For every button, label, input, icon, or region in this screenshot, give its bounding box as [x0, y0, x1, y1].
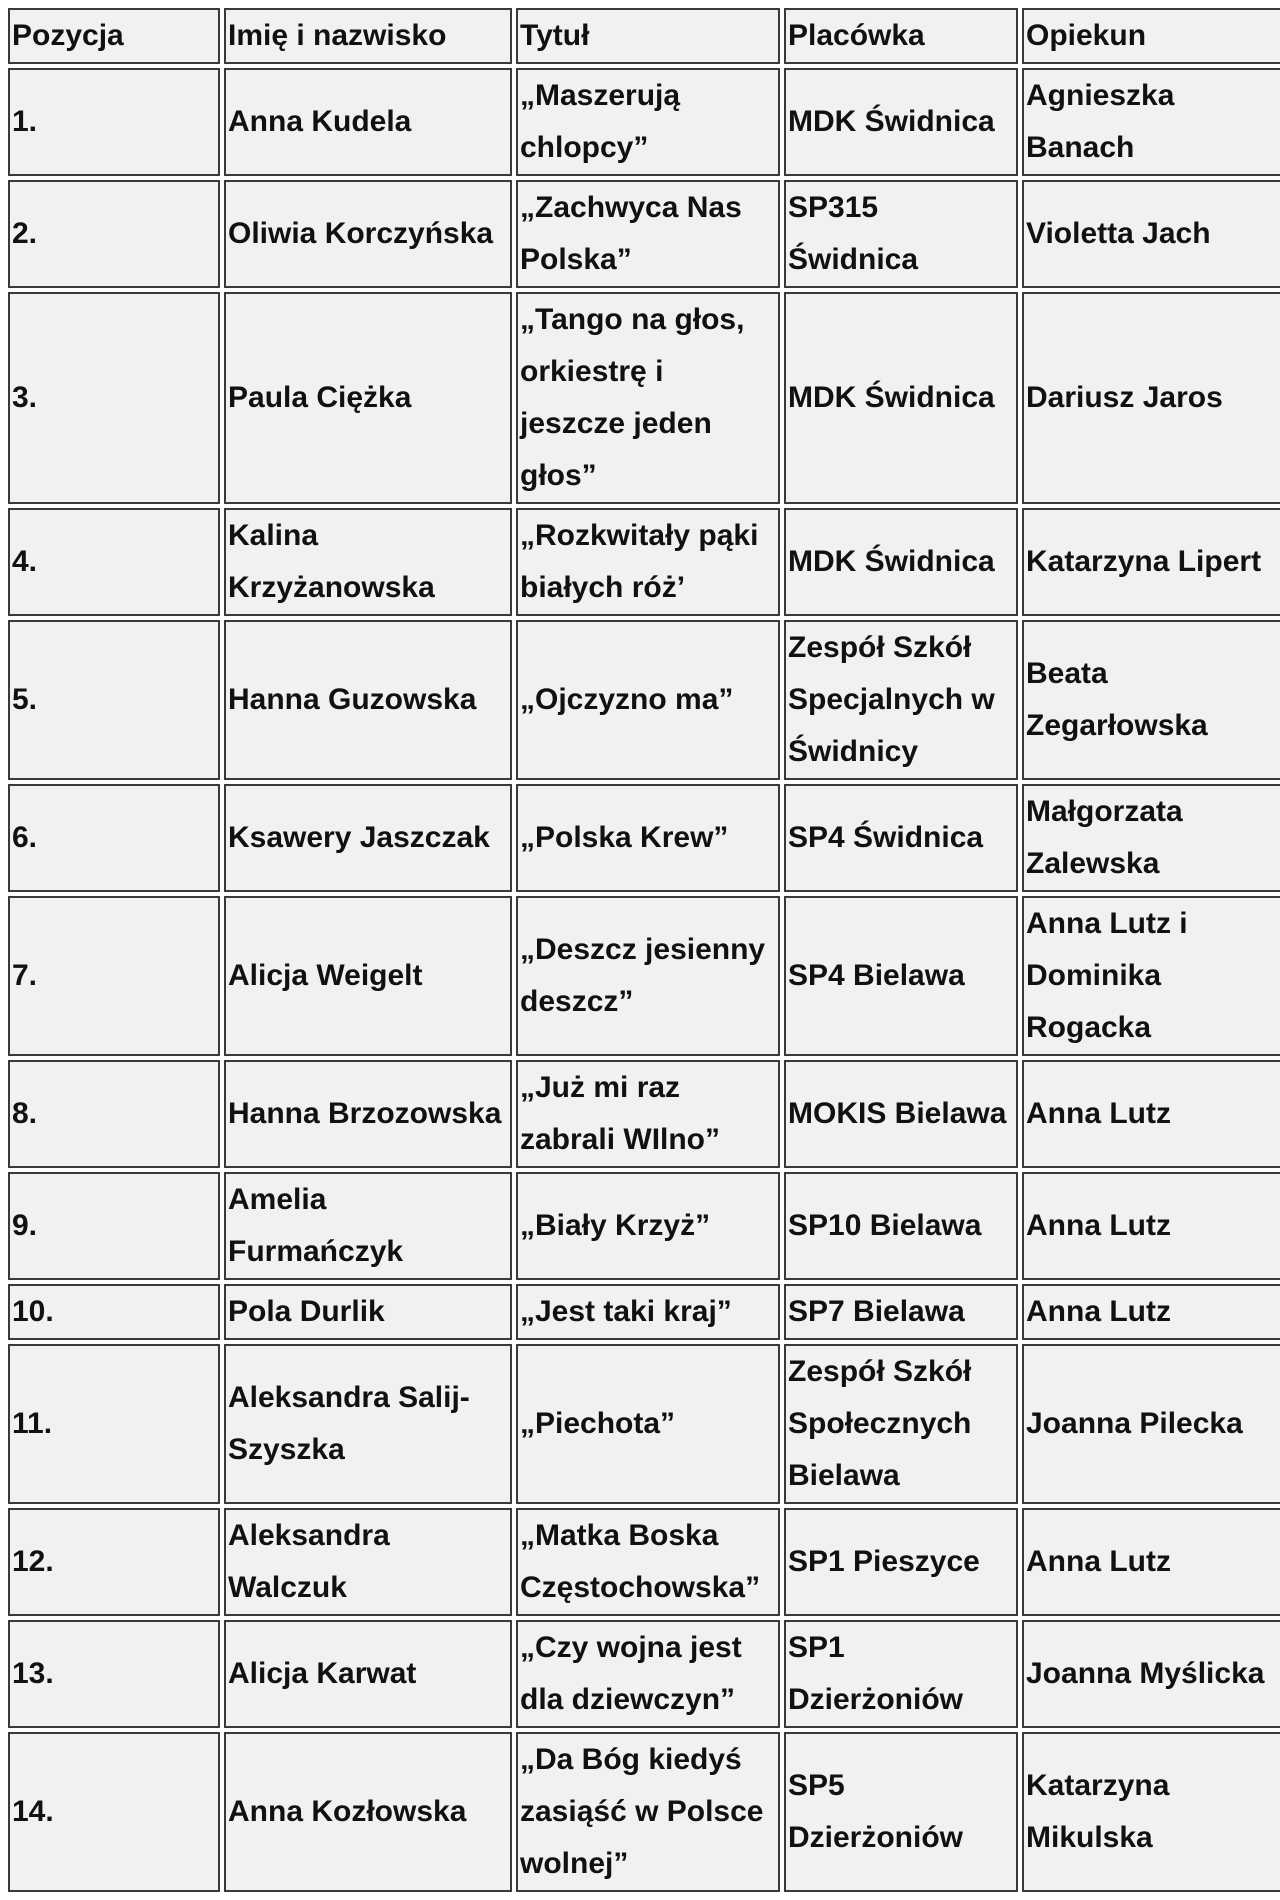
position-cell: 7. [8, 896, 220, 1056]
tutor-cell: Anna Lutz [1022, 1284, 1280, 1340]
table-row [8, 68, 1280, 176]
institution-cell: SP1 Pieszyce [784, 1508, 1018, 1616]
table-row [8, 1732, 1280, 1892]
title-cell: „Ojczyzno ma” [516, 620, 780, 780]
position-cell: 10. [8, 1284, 220, 1340]
position-cell: 5. [8, 620, 220, 780]
tutor-cell: Katarzyna Lipert [1022, 508, 1280, 616]
position-cell: 3. [8, 292, 220, 504]
title-cell: „Zachwyca Nas Polska” [516, 180, 780, 288]
title-cell: „Da Bóg kiedyś zasiąść w Polsce wolnej” [516, 1732, 780, 1892]
institution-cell: SP10 Bielawa [784, 1172, 1018, 1280]
header-pozycja: Pozycja [8, 8, 220, 64]
institution-cell: Zespół Szkół Specjalnych w Świdnicy [784, 620, 1018, 780]
title-cell: „Piechota” [516, 1344, 780, 1504]
tutor-cell: Anna Lutz [1022, 1060, 1280, 1168]
table-row [8, 1060, 1280, 1168]
results-table [4, 4, 1280, 1896]
table-row [8, 1172, 1280, 1280]
institution-cell: MOKIS Bielawa [784, 1060, 1018, 1168]
name-cell: Anna Kozłowska [224, 1732, 512, 1892]
name-cell: Anna Kudela [224, 68, 512, 176]
header-row [8, 8, 1280, 64]
position-cell: 1. [8, 68, 220, 176]
position-cell: 12. [8, 1508, 220, 1616]
table-row [8, 508, 1280, 616]
position-cell: 4. [8, 508, 220, 616]
title-cell: „Już mi raz zabrali WIlno” [516, 1060, 780, 1168]
table-row [8, 1284, 1280, 1340]
header-opiekun: Opiekun [1022, 8, 1280, 64]
table-row [8, 896, 1280, 1056]
tutor-cell: Beata Zegarłowska [1022, 620, 1280, 780]
institution-cell: SP5 Dzierżoniów [784, 1732, 1018, 1892]
name-cell: Aleksandra Walczuk [224, 1508, 512, 1616]
name-cell: Hanna Guzowska [224, 620, 512, 780]
table-row [8, 1508, 1280, 1616]
tutor-cell: Violetta Jach [1022, 180, 1280, 288]
institution-cell: SP4 Bielawa [784, 896, 1018, 1056]
name-cell: Hanna Brzozowska [224, 1060, 512, 1168]
tutor-cell: Anna Lutz [1022, 1508, 1280, 1616]
name-cell: Alicja Karwat [224, 1620, 512, 1728]
title-cell: „Polska Krew” [516, 784, 780, 892]
position-cell: 9. [8, 1172, 220, 1280]
position-cell: 13. [8, 1620, 220, 1728]
table-row [8, 180, 1280, 288]
title-cell: „Rozkwitały pąki białych róż’ [516, 508, 780, 616]
table-row [8, 1344, 1280, 1504]
tutor-cell: Joanna Pilecka [1022, 1344, 1280, 1504]
table-body [8, 8, 1280, 1892]
name-cell: Alicja Weigelt [224, 896, 512, 1056]
title-cell: „Czy wojna jest dla dziewczyn” [516, 1620, 780, 1728]
name-cell: Aleksandra Salij-Szyszka [224, 1344, 512, 1504]
name-cell: Kalina Krzyżanowska [224, 508, 512, 616]
tutor-cell: Katarzyna Mikulska [1022, 1732, 1280, 1892]
table-row [8, 784, 1280, 892]
name-cell: Amelia Furmańczyk [224, 1172, 512, 1280]
table-row [8, 1620, 1280, 1728]
position-cell: 11. [8, 1344, 220, 1504]
position-cell: 8. [8, 1060, 220, 1168]
institution-cell: SP315 Świdnica [784, 180, 1018, 288]
institution-cell: MDK Świdnica [784, 508, 1018, 616]
name-cell: Oliwia Korczyńska [224, 180, 512, 288]
position-cell: 14. [8, 1732, 220, 1892]
title-cell: „Deszcz jesienny deszcz” [516, 896, 780, 1056]
institution-cell: MDK Świdnica [784, 292, 1018, 504]
title-cell: „Tango na głos, orkiestrę i jeszcze jeden głos” [516, 292, 780, 504]
tutor-cell: Anna Lutz [1022, 1172, 1280, 1280]
institution-cell: SP4 Świdnica [784, 784, 1018, 892]
institution-cell: SP1 Dzierżoniów [784, 1620, 1018, 1728]
header-imie-i-nazwisko: Imię i nazwisko [224, 8, 512, 64]
name-cell: Pola Durlik [224, 1284, 512, 1340]
title-cell: „Maszerują chlopcy” [516, 68, 780, 176]
tutor-cell: Anna Lutz i Dominika Rogacka [1022, 896, 1280, 1056]
tutor-cell: Małgorzata Zalewska [1022, 784, 1280, 892]
header-placowka: Placówka [784, 8, 1018, 64]
position-cell: 6. [8, 784, 220, 892]
institution-cell: Zespół Szkół Społecznych Bielawa [784, 1344, 1018, 1504]
position-cell: 2. [8, 180, 220, 288]
name-cell: Paula Ciężka [224, 292, 512, 504]
tutor-cell: Agnieszka Banach [1022, 68, 1280, 176]
title-cell: „Jest taki kraj” [516, 1284, 780, 1340]
header-tytul: Tytuł [516, 8, 780, 64]
tutor-cell: Dariusz Jaros [1022, 292, 1280, 504]
name-cell: Ksawery Jaszczak [224, 784, 512, 892]
title-cell: „Matka Boska Częstochowska” [516, 1508, 780, 1616]
table-row [8, 292, 1280, 504]
table-row [8, 620, 1280, 780]
title-cell: „Biały Krzyż” [516, 1172, 780, 1280]
tutor-cell: Joanna Myślicka [1022, 1620, 1280, 1728]
institution-cell: SP7 Bielawa [784, 1284, 1018, 1340]
institution-cell: MDK Świdnica [784, 68, 1018, 176]
